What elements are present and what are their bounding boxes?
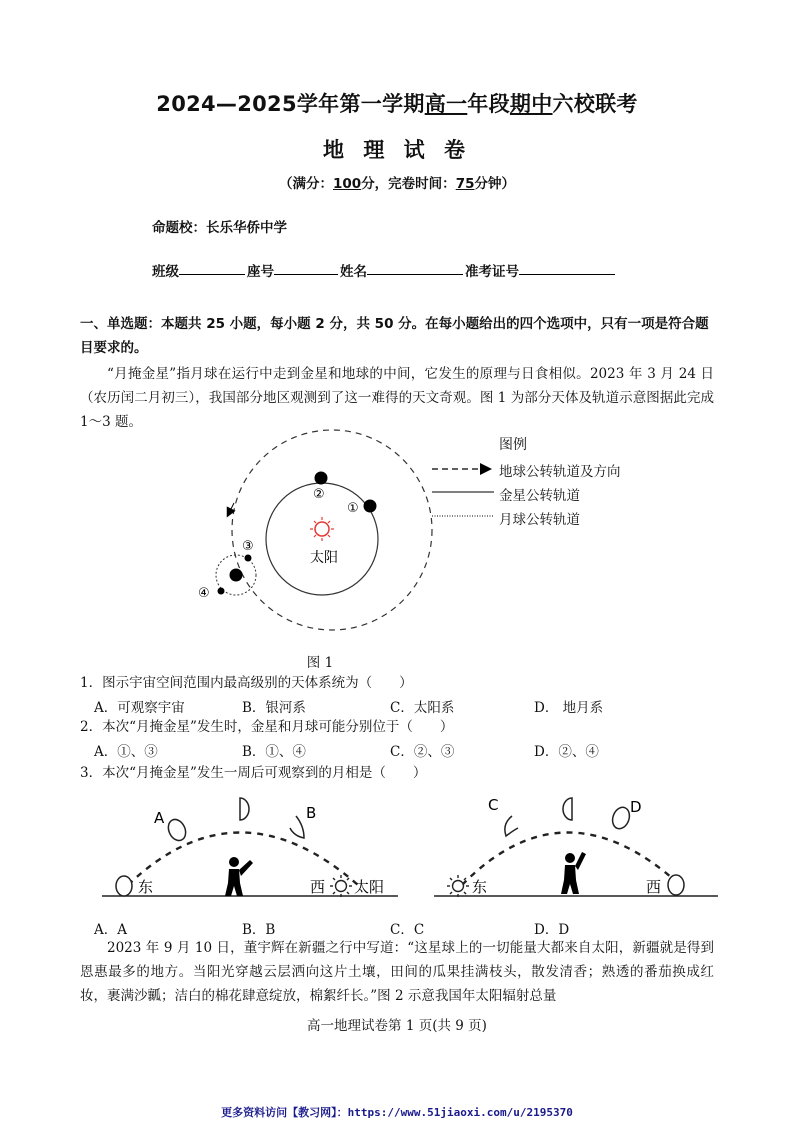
question-2: 2．本次“月掩金星”发生时，金星和月球可能分别位于（ ） xyxy=(80,719,454,735)
legend-moon-orbit: 月球公转轨道 xyxy=(499,512,580,528)
moon-position-3 xyxy=(245,555,252,562)
moon-east-left xyxy=(116,876,132,896)
legend-symbols xyxy=(430,460,498,526)
moon-phase-top-right xyxy=(563,798,572,820)
exam-no-blank[interactable] xyxy=(519,260,615,275)
question-3-options xyxy=(94,918,714,938)
moon-phase-b xyxy=(290,816,304,838)
person-icon-left xyxy=(225,857,253,896)
q1-option-b[interactable]: B．银河系 xyxy=(242,700,306,716)
label-2: ② xyxy=(313,487,325,502)
sun-icon-right xyxy=(447,875,469,897)
exam-no-label: 准考证号 xyxy=(465,264,519,280)
q2-option-a[interactable]: A．①、③ xyxy=(94,744,158,760)
seat-blank[interactable] xyxy=(274,260,338,275)
west-label-left: 西 xyxy=(310,878,326,896)
legend-earth-orbit: 地球公转轨道及方向 xyxy=(499,464,621,480)
resource-link[interactable]: 更多资料访问【教习网】：https://www.51jiaoxi.com/u/2195370 xyxy=(221,1106,573,1119)
orbit-diagram xyxy=(190,425,440,655)
sun-label-left: 太阳 xyxy=(354,878,385,896)
west-label-right: 西 xyxy=(646,878,662,896)
score-info: （满分：100分，完卷时间：75分钟） xyxy=(279,176,515,192)
q1-option-d[interactable]: D． 地月系 xyxy=(534,700,604,716)
passage-1: “月掩金星”指月球在运行中走到金星和地球的中间，它发生的原理与日食相似。2023 年 3 月 24 日（农历闰二月初三），我国部分地区观测到了这一难得的天文奇观。图 1 为部分天体及轨道示意图据此完成 1～3 题。 xyxy=(80,366,714,430)
figure-1-caption: 图 1 xyxy=(306,655,334,671)
person-icon-right xyxy=(561,852,586,894)
moon-phase-d xyxy=(610,805,633,831)
moon-phase-top-left xyxy=(240,798,249,820)
student-info-line xyxy=(152,260,617,280)
section-heading: 一、单选题：本题共 25 小题，每小题 2 分，共 50 分。在每小题给出的四个选项中，只有一项是符合题目要求的。 xyxy=(80,316,709,356)
q1-option-a[interactable]: A．可观察宇宙 xyxy=(94,700,185,716)
question-2-options xyxy=(94,740,714,760)
exam-title: 2024—2025学年第一学期高一年段期中六校联考 xyxy=(156,92,638,116)
phase-label-a: A xyxy=(154,809,165,827)
passage-2: 2023 年 9 月 10 日，董宇辉在新疆之行中写道：“这星球上的一切能量大都来自太阳，新疆就是得到恩惠最多的地方。当阳光穿越云层洒向这片土壤，田间的瓜果挂满枝头，散发清香；熟透的番茄换成红妆，裹满沙瓤；洁白的棉花肆意绽放，棉絮纤长。”图 2 示意我国年太阳辐射总量 xyxy=(80,940,714,1004)
moon-phase-a xyxy=(165,817,189,844)
seat-label: 座号 xyxy=(247,264,274,280)
label-3: ③ xyxy=(242,539,254,554)
question-3: 3．本次“月掩金星”发生一周后可观察到的月相是（ ） xyxy=(80,765,427,781)
class-blank[interactable] xyxy=(179,260,245,275)
sun-icon-left xyxy=(330,875,352,897)
q3-option-b[interactable]: B．B xyxy=(242,922,276,938)
label-4: ④ xyxy=(198,586,210,601)
name-label: 姓名 xyxy=(340,264,367,280)
earth-icon xyxy=(230,569,243,582)
moon-phase-figure-left xyxy=(98,790,398,905)
phase-label-b: B xyxy=(306,804,317,822)
venus-position-2 xyxy=(315,472,328,485)
question-1-options xyxy=(94,696,714,716)
legend-venus-orbit: 金星公转轨道 xyxy=(499,488,580,504)
question-1: 1．图示宇宙空间范围内最高级别的天体系统为（ ） xyxy=(80,675,413,691)
name-blank[interactable] xyxy=(367,260,463,275)
phase-label-c: C xyxy=(488,796,499,814)
q3-option-a[interactable]: A．A xyxy=(94,922,127,938)
sun-icon xyxy=(310,517,334,541)
page-footer: 高一地理试卷第 1 页(共 9 页) xyxy=(307,1018,487,1034)
q3-option-c[interactable]: C．C xyxy=(390,922,425,938)
moon-phase-figure-right xyxy=(430,790,720,905)
q2-option-d[interactable]: D．②、④ xyxy=(534,744,599,760)
label-1: ① xyxy=(347,501,359,516)
sun-label: 太阳 xyxy=(310,550,338,566)
legend-title: 图例 xyxy=(499,437,527,453)
q3-option-d[interactable]: D．D xyxy=(534,922,570,938)
q2-option-b[interactable]: B．①、④ xyxy=(242,744,306,760)
q2-option-c[interactable]: C．②、③ xyxy=(390,744,455,760)
east-label-right: 东 xyxy=(472,878,488,896)
moon-phase-c xyxy=(505,816,518,836)
moon-position-4 xyxy=(218,588,225,595)
earth-orbit xyxy=(232,430,432,630)
venus-position-1 xyxy=(364,500,377,513)
subject-title: 地 理 试 卷 xyxy=(323,138,471,162)
phase-label-d: D xyxy=(630,798,642,816)
school-line: 命题校：长乐华侨中学 xyxy=(152,220,287,236)
q1-option-c[interactable]: C．太阳系 xyxy=(390,700,455,716)
east-label-left: 东 xyxy=(138,878,154,896)
class-label: 班级 xyxy=(152,264,179,280)
moon-west-right xyxy=(668,875,684,895)
